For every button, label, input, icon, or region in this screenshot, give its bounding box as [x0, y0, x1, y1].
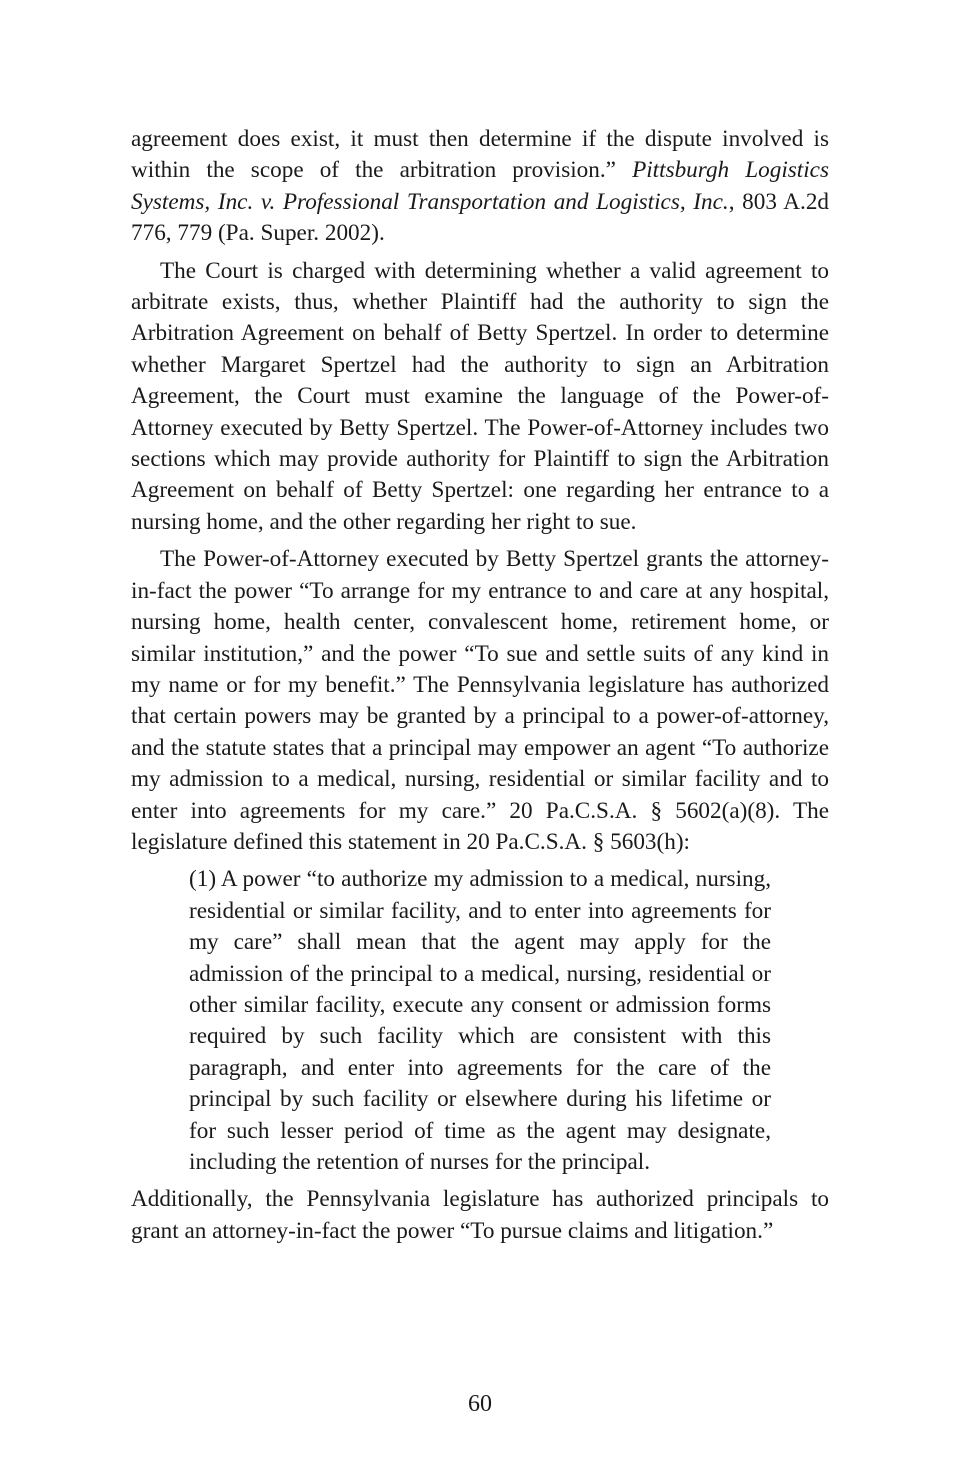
paragraph-text: agreement does exist, it must then determine if the dispute involved is within the scope of the arbitration provision.” — [131, 126, 829, 184]
document-body — [131, 124, 829, 1253]
paragraph-additional-authority: Additionally, the Pennsylvania legislature has authorized principals to grant an attorney-in-fact the power “To pursue claims and litigation.” — [131, 1186, 829, 1244]
paragraph-power-of-attorney: The Power-of-Attorney executed by Betty Spertzel grants the attorney-in-fact the power “To arrange for my entrance to and care at any hospital, nursing home, health center, convalescent home, retirement home, or similar institution,” and the power “To sue and settle suits of any kind in my name or for my benefit.” The Pennsylvania legislature has authorized that certain powers may be granted by a principal to a power-of-attorney, and the statute states that a principal may empower an agent “To authorize my admission to a medical, nursing, residential or similar facility and to enter into agreements for my care.” 20 Pa.C.S.A. § 5602(a)(8). The legislature defined this statement in 20 Pa.C.S.A. § 5603(h): — [131, 546, 829, 855]
page-number: 60 — [468, 1391, 492, 1417]
block-quote-statute: (1) A power “to authorize my admission to a medical, nursing, residential or similar facility, and to enter into agreements for my care” shall mean that the agent may apply for the admission of the principal to a medical, nursing, residential or other similar facility, execute any consent or admission forms required by such facility which are consistent with this paragraph, and enter into agreements for the care of the principal by such facility or elsewhere during his lifetime or for such lesser period of time as the agent may designate, including the retention of nurses for the principal. — [189, 866, 771, 1175]
case-citation: Pittsburgh Logistics Systems, Inc. v. Professional Transportation and Logistics, Inc. — [131, 157, 829, 215]
paragraph-continuation — [131, 124, 829, 250]
paragraph-court-charge: The Court is charged with determining whether a valid agreement to arbitrate exists, thus, whether Plaintiff had the authority to sign the Arbitration Agreement on behalf of Betty Spertzel. In order to determine whether Margaret Spertzel had the authority to sign an Arbitration Agreement, the Court must examine the language of the Power-of-Attorney executed by Betty Spertzel. The Power-of-Attorney includes two sections which may provide authority for Plaintiff to sign the Arbitration Agreement on behalf of Betty Spertzel: one regarding her entrance to a nursing home, and the other regarding her right to sue. — [131, 257, 829, 535]
citation-reporter: , 803 A.2d 776, 779 (Pa. Super. 2002). — [131, 188, 830, 247]
